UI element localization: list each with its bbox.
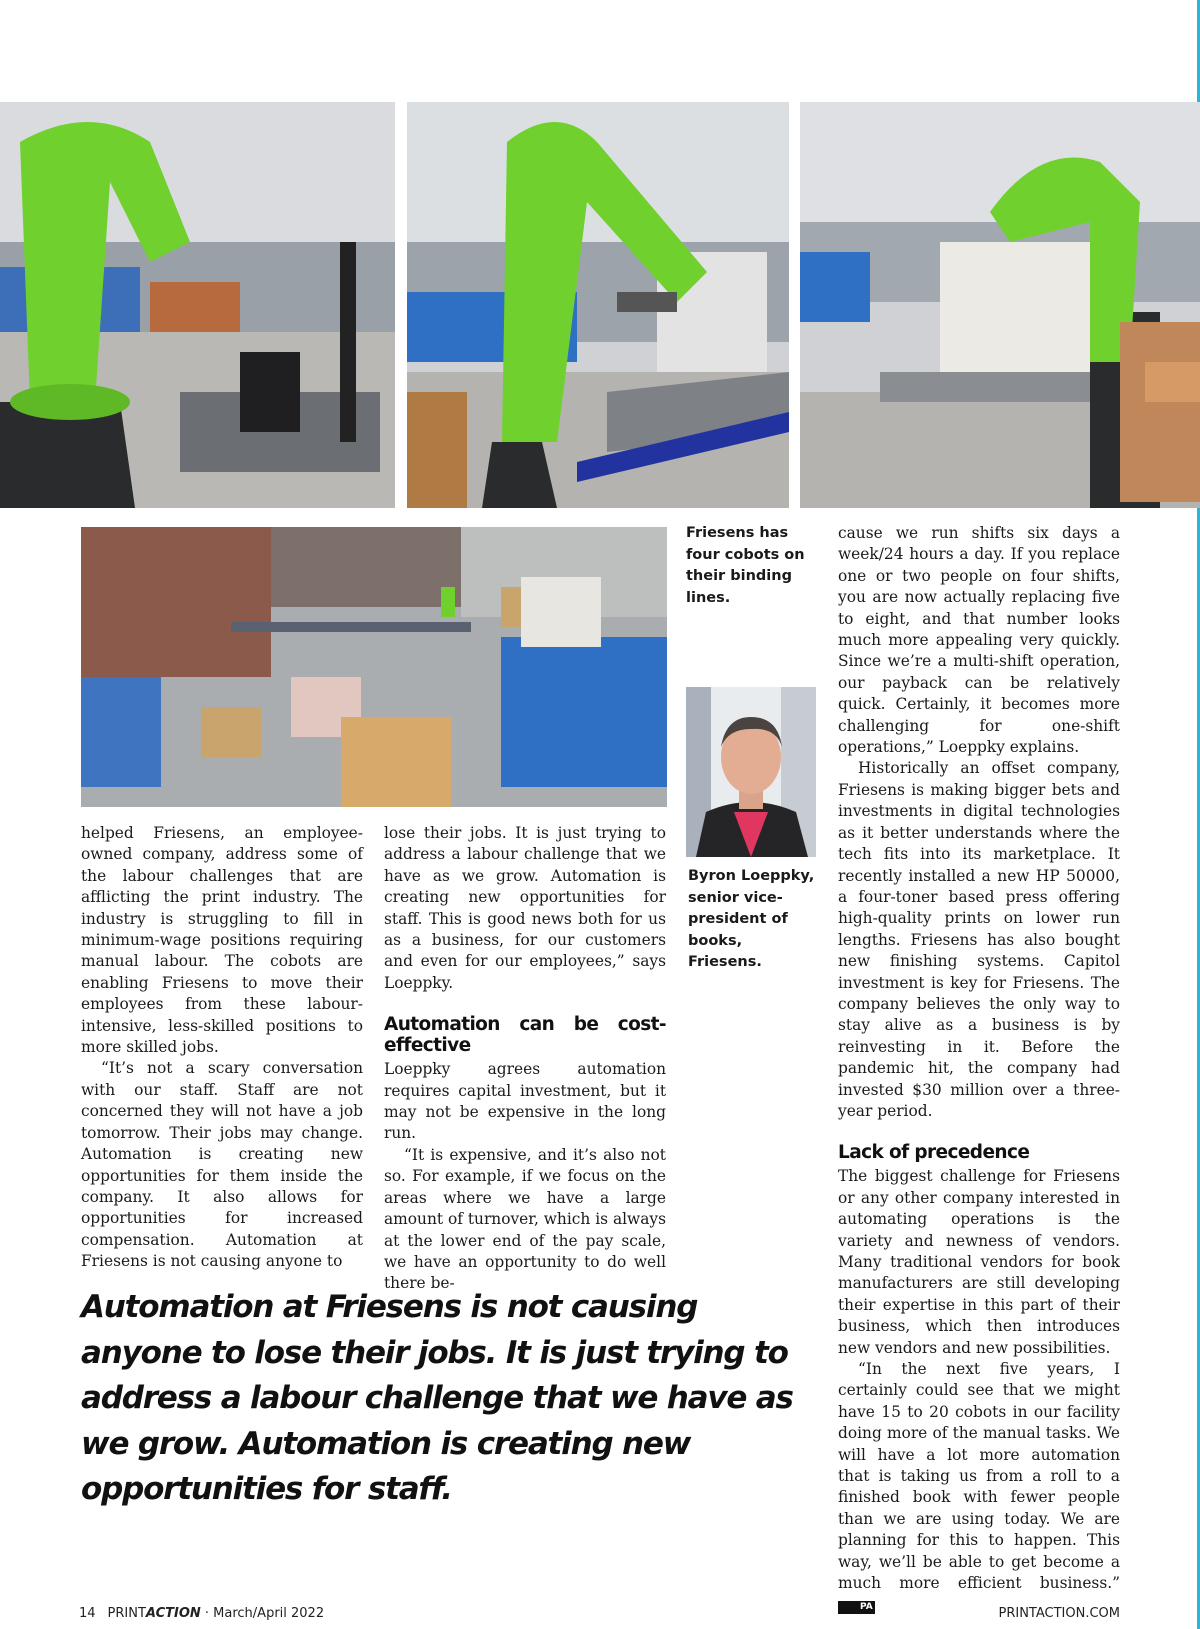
body-paragraph: Loeppky agrees automation requires capital investment, but it may not be expensive in the long run. [384,1060,666,1143]
subheading-cost-effective: Automation can be cost-effective [384,1014,666,1057]
photo-caption-cobots: Friesens has four cobots on their binding lines. [686,525,805,606]
cobot-photo-1 [0,102,395,508]
headshot-caption: Byron Loeppky, senior vice-president of books, Friesens. [688,868,815,970]
end-of-article-mark: PA [838,1601,875,1614]
publication-name [108,1606,201,1621]
issue-date: · March/April 2022 [200,1606,325,1621]
body-paragraph: lose their jobs. It is just trying to address a labour challenge that we have as we grow. Automation is creating new opportunities for staff. This is good news both for us as a business, for our customers and even for our employees,” says Loeppky. [384,824,666,992]
cobot-photo-1-image [0,102,395,508]
cobot-photo-2 [407,102,789,508]
subheading-lack-of-precedence: Lack of precedence [838,1142,1030,1164]
footer-folio [79,1606,324,1622]
body-paragraph: helped Friesens, an employee-owned company, address some of the labour challenges that are afflicting the print industry. The industry is struggling to fill in minimum-wage positions requiring manual labour. The cobots are enabling Friesens to move their employees from these labour-intensive, less-skilled positions to more skilled jobs. [81,824,363,1057]
byron-loeppky-headshot [686,687,816,857]
cobot-photo-3 [800,102,1200,508]
article-column-1 [81,823,363,1273]
page-number: 14 [79,1606,96,1621]
cobot-photo-3-image [800,102,1200,508]
body-paragraph-final [838,1359,1120,1616]
body-paragraph: cause we run shifts six days a week/24 hours a day. If you replace one or two people on four shifts, you are now actually replacing five to eight, and that number looks much more appealing very quickly. Since we’re a multi-shift operation, our payback can be relatively quick. Certainly, it becomes more challenging for one-shift operations,” Loeppky explains. [838,524,1120,757]
final-paragraph-text: “In the next five years, I certainly could see that we might have 15 to 20 cobots in our facility doing more of the manual tasks. We will have a lot more automation that is taking us from a roll to a finished book with fewer people than we are using today. We are planning for this to happen. This way, we’ll be able to get become a much more efficient business.” [838,1360,1120,1593]
footer-website: PRINTACTION.COM [998,1606,1120,1621]
warehouse-overview-image [81,527,667,807]
body-paragraph: “It’s not a scary conversation with our staff. Staff are not concerned they will not have a job tomorrow. Their jobs may change. Automation is creating new opportunities for them inside the company. It also allows for opportunities for increased compensation. Automation at Friesens is not causing anyone to [81,1059,363,1271]
body-paragraph: “It is expensive, and it’s also not so. For example, if we focus on the areas where we have a large amount of turnover, which is always at the lower end of the pay scale, we have an opportunity to do well there be- [384,1145,666,1293]
article-column-3 [838,523,1120,1616]
warehouse-overview-photo [81,527,667,807]
pull-quote: Automation at Friesens is not causing anyone to lose their jobs. It is just trying to address a labour challenge that we have as we grow. Automation is creating new opportunities for staff. [81,1289,793,1507]
byron-loeppky-portrait [686,687,816,857]
article-column-2 [384,823,666,1295]
body-paragraph: The biggest challenge for Friesens or any other company interested in automating operations is the variety and newness of vendors. Many traditional vendors for book manufacturers are still developing their expertise in this part of their business, which then introduces new vendors and new possibilities. [838,1167,1120,1357]
cobot-photo-2-image [407,102,789,508]
publication-name-bold: ACTION [145,1606,201,1621]
publication-name-regular: PRINT [107,1606,146,1621]
body-paragraph: Historically an offset company, Friesens is making bigger bets and investments in digital technologies as it better understands where the tech fits into its marketplace. It recently installed a new HP 50000, a four-toner based press offering high-quality prints on lower run lengths. Friesens has also bought new finishing systems. Capitol investment is key for Friesens. The company believes the only way to stay alive as a business is by reinvesting in it. Before the pandemic hit, the company had invested $30 million over a three-year period. [838,759,1120,1120]
